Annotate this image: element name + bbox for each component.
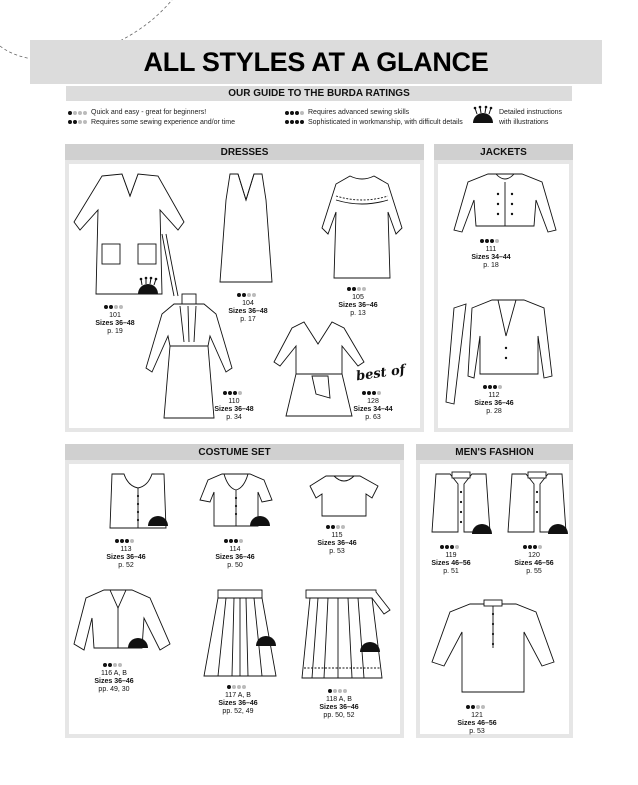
style-sizes: Sizes 36–46 [474,400,514,407]
style-number: 120 [528,552,540,559]
style-sizes: Sizes 36–46 [338,302,378,309]
style-number: 113 [120,546,132,553]
section-header [65,444,404,460]
page-title: ALL STYLES AT A GLANCE [143,46,489,77]
style-info-118 [309,688,369,720]
rating-dots [328,689,347,693]
style-info-113 [96,538,156,570]
style-info-105 [328,286,388,318]
rating-dots-1 [68,111,87,115]
rating-dots [440,545,459,549]
style-sizes: Sizes 36–48 [95,320,135,327]
style-sizes: Sizes 36–46 [218,700,258,707]
style-sizes: Sizes 36–48 [228,308,268,315]
style-number: 110 [228,398,240,405]
legend-row [68,108,235,118]
legend-row [285,118,463,128]
rating-dots [466,705,485,709]
ratings-guide-bar [66,86,572,101]
rating-dots-3 [285,111,304,115]
style-info-119 [424,544,478,576]
style-page: p. 13 [350,310,366,317]
section-title: DRESSES [220,146,269,158]
apron-118-illustration [298,586,398,686]
style-info-115 [307,524,367,556]
rating-dots [115,539,134,543]
jacket-111-illustration [450,170,560,236]
rating-dots [224,539,243,543]
ratings-legend-left [68,108,235,127]
style-sizes: Sizes 36–48 [214,406,254,413]
style-info-120 [507,544,561,576]
style-number: 104 [242,300,254,307]
style-page: p. 52 [118,562,134,569]
style-page: pp. 49, 30 [98,686,130,693]
bodice-113-illustration [102,470,174,532]
style-info-116 [84,662,144,694]
style-sizes: Sizes 36–46 [94,678,134,685]
style-page: p. 53 [329,548,345,555]
legend-text: Detailed instructions [499,109,563,116]
style-page: p. 18 [483,262,499,269]
rating-dots [523,545,542,549]
style-sizes: Sizes 36–46 [106,554,146,561]
style-sizes: Sizes 34–44 [353,406,393,413]
ratings-legend-mid [285,108,463,127]
section-header [416,444,573,460]
pincushion-icon [471,105,495,125]
section-header [65,144,424,160]
style-sizes: Sizes 36–46 [215,554,255,561]
legend-text: with illustrations [499,118,549,126]
style-page: p. 19 [107,328,123,335]
rating-dots [362,391,381,395]
style-page: p. 63 [365,414,381,421]
style-sizes: Sizes 36–46 [317,540,357,547]
rating-dots [347,287,366,291]
rating-dots [104,305,123,309]
style-number: 114 [229,546,241,553]
style-info-114 [205,538,265,570]
style-number: 111 [485,246,497,253]
vest-120-illustration [502,470,572,538]
style-number: 116 A, B [101,670,127,677]
legend-text: Quick and easy - great for beginners! [91,109,207,116]
style-page: p. 28 [486,408,502,415]
style-number: 112 [488,392,500,399]
style-number: 115 [331,532,343,539]
style-info-112 [464,384,524,416]
rating-dots [326,525,345,529]
style-page: p. 34 [226,414,242,421]
style-sizes: Sizes 46–56 [431,560,471,567]
best-of-badge: best of [355,362,407,385]
section-title: MEN'S FASHION [455,446,534,458]
blouse-116-illustration [70,586,178,656]
style-info-128 [343,390,403,422]
style-info-111 [461,238,521,270]
page-title-bar [30,40,602,84]
style-number: 117 A, B [225,692,251,699]
rating-dots-4 [285,120,304,124]
style-page: p. 55 [526,568,542,575]
style-info-101 [85,304,145,336]
legend-row [68,118,235,128]
style-number: 105 [352,294,364,301]
rating-dots [483,385,502,389]
section-title: JACKETS [480,146,527,158]
ratings-legend-right [499,108,562,127]
rating-dots [237,293,256,297]
dress-101-illustration [72,170,190,300]
rating-dots [103,663,122,667]
style-number: 101 [109,312,121,319]
section-header [434,144,573,160]
legend-text: Requires some sewing experience and/or time [91,118,235,126]
style-page: p. 51 [443,568,459,575]
style-page: pp. 50, 52 [323,712,355,719]
section-title: COSTUME SET [198,446,271,458]
rating-dots [227,685,246,689]
style-sizes: Sizes 36–46 [319,704,359,711]
shirt-121-illustration [428,598,558,698]
legend-text: Sophisticated in workmanship, with difficult details [308,118,463,126]
style-sizes: Sizes 46–56 [457,720,497,727]
style-page: pp. 52, 49 [222,708,254,715]
style-page: p. 50 [227,562,243,569]
top-115-illustration [304,472,384,522]
rating-dots [480,239,499,243]
style-number: 128 [367,398,379,405]
dress-105-illustration [314,172,410,284]
style-info-121 [447,704,507,736]
style-sizes: Sizes 46–56 [514,560,554,567]
rating-dots-2 [68,120,87,124]
legend-row [285,108,463,118]
style-number: 119 [445,552,457,559]
style-page: p. 53 [469,728,485,735]
legend-text: Requires advanced sewing skills [308,109,410,116]
style-page: p. 17 [240,316,256,323]
ratings-guide-title: OUR GUIDE TO THE BURDA RATINGS [228,88,410,99]
style-sizes: Sizes 34–44 [471,254,511,261]
skirt-117-illustration [200,586,280,682]
vest-119-illustration [426,470,496,538]
dress-104-illustration [216,170,276,288]
style-number: 121 [471,712,483,719]
style-info-117 [208,684,268,716]
rating-dots [223,391,242,395]
style-info-110 [204,390,264,422]
style-number: 118 A, B [326,696,352,703]
blouse-114-illustration [198,470,278,532]
